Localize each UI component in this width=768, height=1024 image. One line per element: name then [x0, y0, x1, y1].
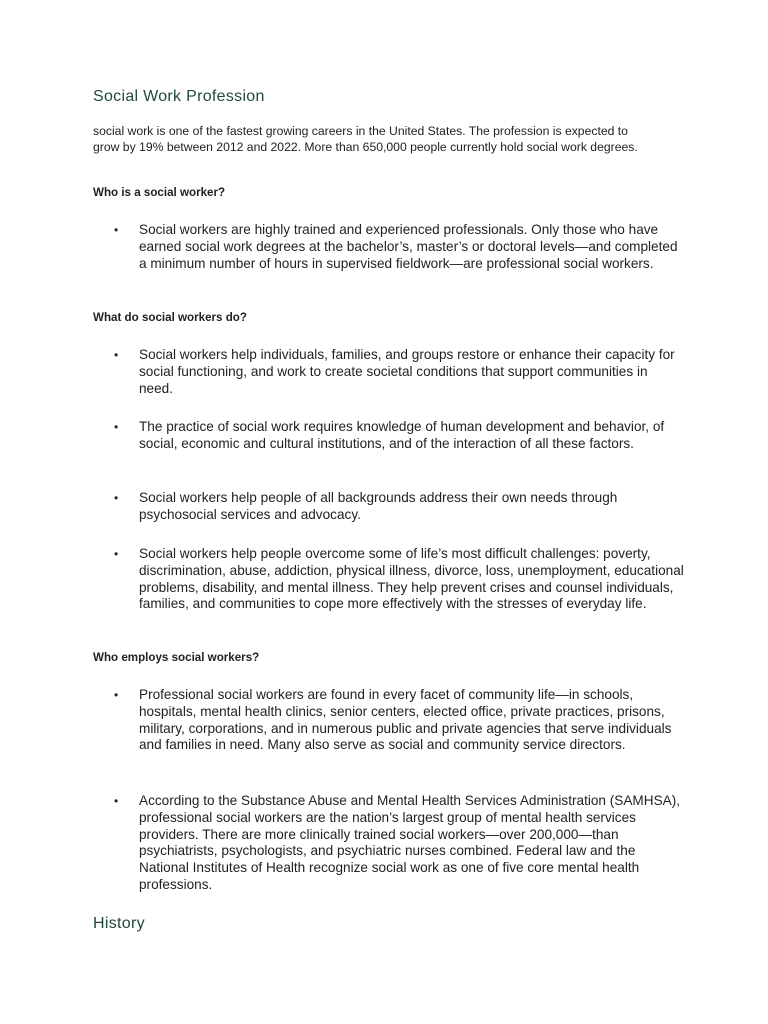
page-title: Social Work Profession — [93, 88, 265, 105]
bullet-icon: • — [114, 547, 119, 561]
bullet-icon: • — [114, 491, 119, 505]
question-heading: Who employs social workers? — [93, 651, 260, 664]
question-heading: Who is a social worker? — [93, 186, 226, 199]
list-item: Social workers help people of all backgrounds address their own needs through psychosocial services and advocacy. — [139, 490, 618, 522]
list-item: According to the Substance Abuse and Mental Health Services Administration (SAMHSA), professional social workers are the nation’s largest group of mental health services providers. There are more clinically trained social workers—over 200,000—than psychiatrists, psychologists, and psychiatric nurses combined. Federal law and the National Institutes of Health recognize social work as one of five core mental health professions. — [139, 793, 681, 892]
bullet-icon: • — [114, 223, 119, 237]
list-item: Social workers help people overcome some of life’s most difficult challenges: poverty, discrimination, abuse, addiction, physical illness, divorce, loss, unemployment, educational problems, disability, and mental illness. They help prevent crises and counsel individuals, families, and communities to cope more effectively with the stresses of everyday life. — [139, 546, 684, 612]
bullet-icon: • — [114, 420, 119, 434]
list-item: Social workers help individuals, families, and groups restore or enhance their capacity for social functioning, and work to create societal conditions that support communities in need. — [139, 347, 675, 396]
question-heading: What do social workers do? — [93, 311, 247, 324]
bullet-icon: • — [114, 348, 119, 362]
bullet-icon: • — [114, 794, 119, 808]
bullet-icon: • — [114, 688, 119, 702]
list-item: Social workers are highly trained and experienced professionals. Only those who have earned social work degrees at the bachelor’s, master’s or doctoral levels—and completed a minimum number of hours in supervised fieldwork—are professional social workers. — [139, 222, 678, 271]
list-item: Professional social workers are found in every facet of community life—in schools, hospitals, mental health clinics, senior centers, elected office, private practices, prisons, military, corporations, and in numerous public and private agencies that serve individuals and families in need. Many also serve as social and community service directors. — [139, 687, 672, 753]
history-heading: History — [93, 915, 145, 932]
list-item: The practice of social work requires knowledge of human development and behavior, of social, economic and cultural institutions, and of the interaction of all these factors. — [139, 419, 665, 451]
intro-paragraph: social work is one of the fastest growing careers in the United States. The profession is expected to grow by 19% between 2012 and 2022. More than 650,000 people currently hold social work degrees. — [93, 124, 638, 154]
